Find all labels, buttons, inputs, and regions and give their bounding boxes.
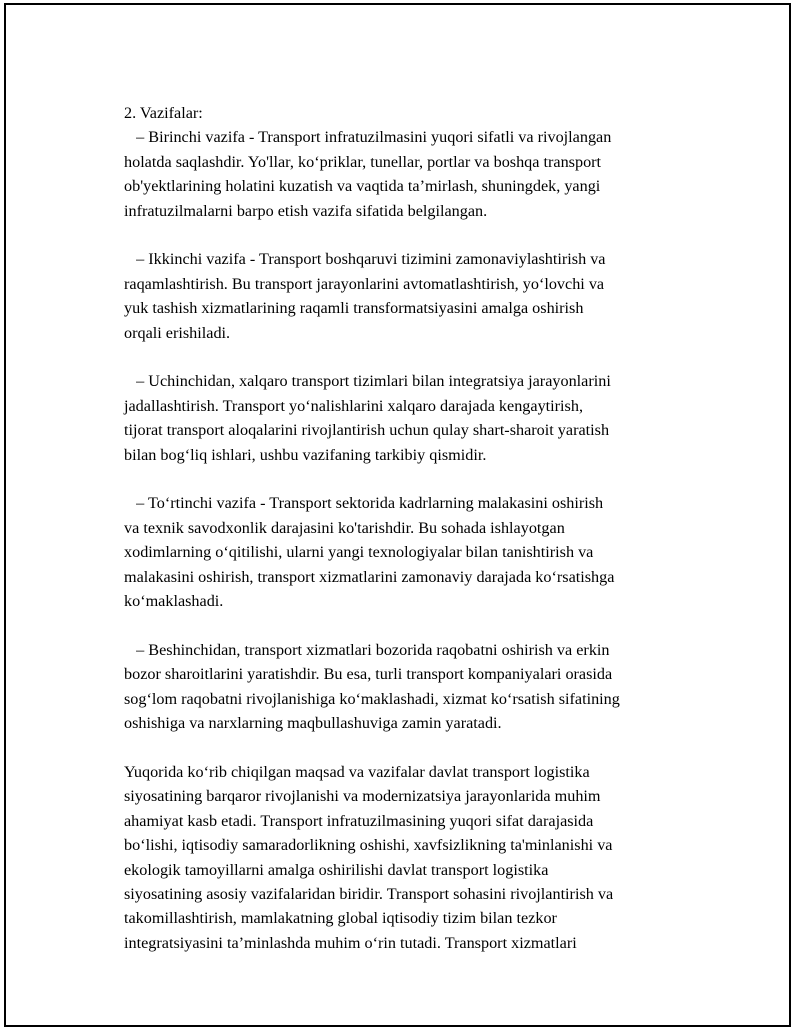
paragraph-line: holatda saqlashdir. Yo'llar, koʻpriklar, tunellar, portlar va boshqa transport [124, 152, 602, 171]
heading-line: 2. Vazifalar: [124, 104, 203, 122]
paragraph-line: infratuzilmalarni barpo etish vazifa sifatida belgilangan. [124, 201, 488, 220]
paragraph-spacer [124, 467, 694, 491]
paragraph-line: – Birinchi vazifa - Transport infratuzilmasini yuqori sifatli va rivojlangan [124, 128, 612, 147]
paragraph-line: siyosatining barqaror rivojlanishi va modernizatsiya jarayonlarida muhim [124, 787, 601, 806]
paragraph-line: – Ikkinchi vazifa - Transport boshqaruvi tizimini zamonaviylashtirish va [124, 250, 606, 269]
paragraph-spacer [124, 613, 694, 637]
paragraph-line: – Beshinchidan, transport xizmatlari bozorida raqobatni oshirish va erkin [124, 640, 610, 659]
paragraph-line: xodimlarning oʻqitilishi, ularni yangi texnologiyalar bilan tanishtirish va [124, 543, 594, 562]
paragraph-line: raqamlashtirish. Bu transport jarayonlarini avtomatlashtirish, yoʻlovchi va [124, 274, 605, 293]
section-heading [124, 101, 694, 125]
paragraph-line: oshishiga va narxlarning maqbullashuviga zamin yaratadi. [124, 714, 502, 733]
paragraph-line: malakasini oshirish, transport xizmatlarini zamonaviy darajada koʻrsatishga [124, 567, 615, 586]
paragraph-line: boʻlishi, iqtisodiy samaradorlikning oshishi, xavfsizlikning ta'minlanishi va [124, 836, 613, 855]
paragraph-line: orqali erishiladi. [124, 323, 231, 342]
page-frame [4, 3, 791, 1027]
paragraph-line: va texnik savodxonlik darajasini ko'tarishdir. Bu sohada ishlayotgan [124, 518, 565, 537]
paragraph-line: siyosatining asosiy vazifalaridan biridir. Transport sohasini rivojlantirish va [124, 884, 614, 903]
paragraph-line: takomillashtirish, mamlakatning global iqtisodiy tizim bilan tezkor [124, 909, 557, 928]
paragraph-line: tijorat transport aloqalarini rivojlantirish uchun qulay shart-sharoit yaratish [124, 421, 610, 440]
paragraph-line: koʻmaklashadi. [124, 592, 224, 611]
task-3-paragraph [124, 369, 694, 467]
paragraph-line: – Toʻrtinchi vazifa - Transport sektorida kadrlarning malakasini oshirish [124, 494, 604, 513]
paragraph-line: ekologik tamoyillarni amalga oshirilishi davlat transport logistika [124, 860, 549, 879]
paragraph-spacer [124, 345, 694, 369]
paragraph-line: ob'yektlarining holatini kuzatish va vaqtida ta’mirlash, shuningdek, yangi [124, 177, 601, 196]
paragraph-spacer [124, 223, 694, 247]
conclusion-paragraph [124, 760, 694, 955]
paragraph-spacer [124, 736, 694, 760]
paragraph-line: bozor sharoitlarini yaratishdir. Bu esa, turli transport kompaniyalari orasida [124, 665, 613, 684]
task-4-paragraph [124, 491, 694, 613]
task-5-paragraph [124, 638, 694, 736]
paragraph-line: Yuqorida koʻrib chiqilgan maqsad va vazifalar davlat transport logistika [124, 762, 590, 781]
paragraph-line: jadallashtirish. Transport yoʻnalishlarini xalqaro darajada kengaytirish, [124, 396, 583, 415]
document-body [124, 101, 694, 955]
paragraph-line: – Uchinchidan, xalqaro transport tizimlari bilan integratsiya jarayonlarini [124, 372, 611, 391]
paragraph-line: yuk tashish xizmatlarining raqamli transformatsiyasini amalga oshirish [124, 299, 584, 318]
paragraph-line: integratsiyasini ta’minlashda muhim oʻrin tutadi. Transport xizmatlari [124, 933, 577, 952]
paragraph-line: ahamiyat kasb etadi. Transport infratuzilmasining yuqori sifat darajasida [124, 811, 594, 830]
paragraph-line: sogʻlom raqobatni rivojlanishiga koʻmaklashadi, xizmat koʻrsatish sifatining [124, 689, 620, 708]
task-2-paragraph [124, 247, 694, 345]
paragraph-line: bilan bogʻliq ishlari, ushbu vazifaning tarkibiy qismidir. [124, 445, 487, 464]
task-1-paragraph [124, 125, 694, 223]
